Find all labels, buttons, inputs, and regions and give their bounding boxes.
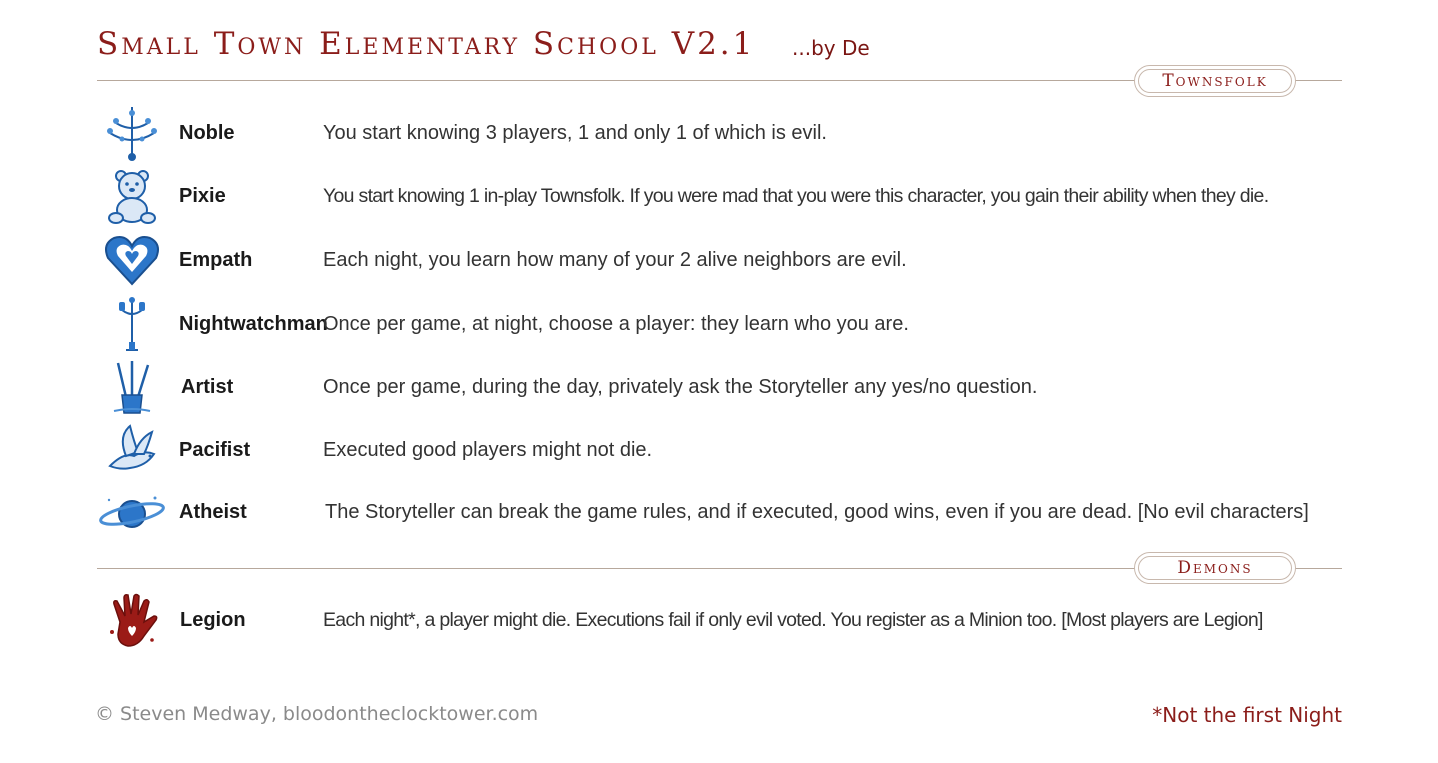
townsfolk-label-text: Townsfolk	[1162, 71, 1268, 91]
character-ability: Each night*, a player might die. Executions fail if only evil voted. You register as a Minion too. [Most players are Legion]	[323, 609, 1263, 631]
character-ability: Executed good players might not die.	[323, 439, 653, 461]
heart-icon	[100, 232, 164, 288]
character-name: Pacifist	[179, 439, 251, 461]
character-row-artist	[0, 357, 1438, 417]
chandelier-icon	[100, 105, 164, 161]
character-ability: You start knowing 1 in-play Townsfolk. If you were mad that you were this character, you gain their ability when they die.	[323, 185, 1269, 207]
script-title: Small Town Elementary School V2.1	[97, 26, 756, 62]
paintbrushes-icon	[100, 359, 164, 415]
demons-section-label	[1134, 552, 1296, 584]
character-ability: Each night, you learn how many of your 2 alive neighbors are evil.	[323, 249, 907, 271]
character-row-pacifist	[0, 420, 1438, 480]
bloody-hand-icon	[100, 592, 164, 648]
planet-icon	[97, 484, 167, 540]
character-row-pixie	[0, 166, 1438, 226]
character-row-nightwatchman	[0, 294, 1438, 354]
character-name: Noble	[179, 122, 235, 144]
character-row-noble	[0, 103, 1438, 163]
character-row-legion	[0, 590, 1438, 650]
character-ability: Once per game, during the day, privately ask the Storyteller any yes/no question.	[323, 376, 1038, 398]
character-name: Empath	[179, 249, 253, 271]
first-night-note: *Not the first Night	[1152, 703, 1342, 727]
demons-label-text: Demons	[1177, 558, 1253, 578]
character-ability: The Storyteller can break the game rules, and if executed, good wins, even if you are dead. [No evil characters]	[325, 501, 1309, 523]
lamppost-icon	[100, 296, 164, 352]
copyright-text: © Steven Medway, bloodontheclocktower.com	[95, 703, 539, 725]
character-name: Nightwatchman	[179, 313, 328, 335]
character-row-empath	[0, 230, 1438, 290]
townsfolk-section-label	[1134, 65, 1296, 97]
character-name: Artist	[181, 376, 234, 398]
character-name: Atheist	[179, 501, 247, 523]
character-name: Legion	[180, 609, 246, 631]
character-name: Pixie	[179, 185, 226, 207]
character-row-atheist	[0, 482, 1438, 542]
script-author: ...by De	[792, 36, 870, 60]
teddy-bear-icon	[100, 168, 164, 224]
character-ability: Once per game, at night, choose a player: they learn who you are.	[323, 313, 909, 335]
dove-icon	[100, 422, 164, 478]
character-ability: You start knowing 3 players, 1 and only 1 of which is evil.	[323, 122, 827, 144]
